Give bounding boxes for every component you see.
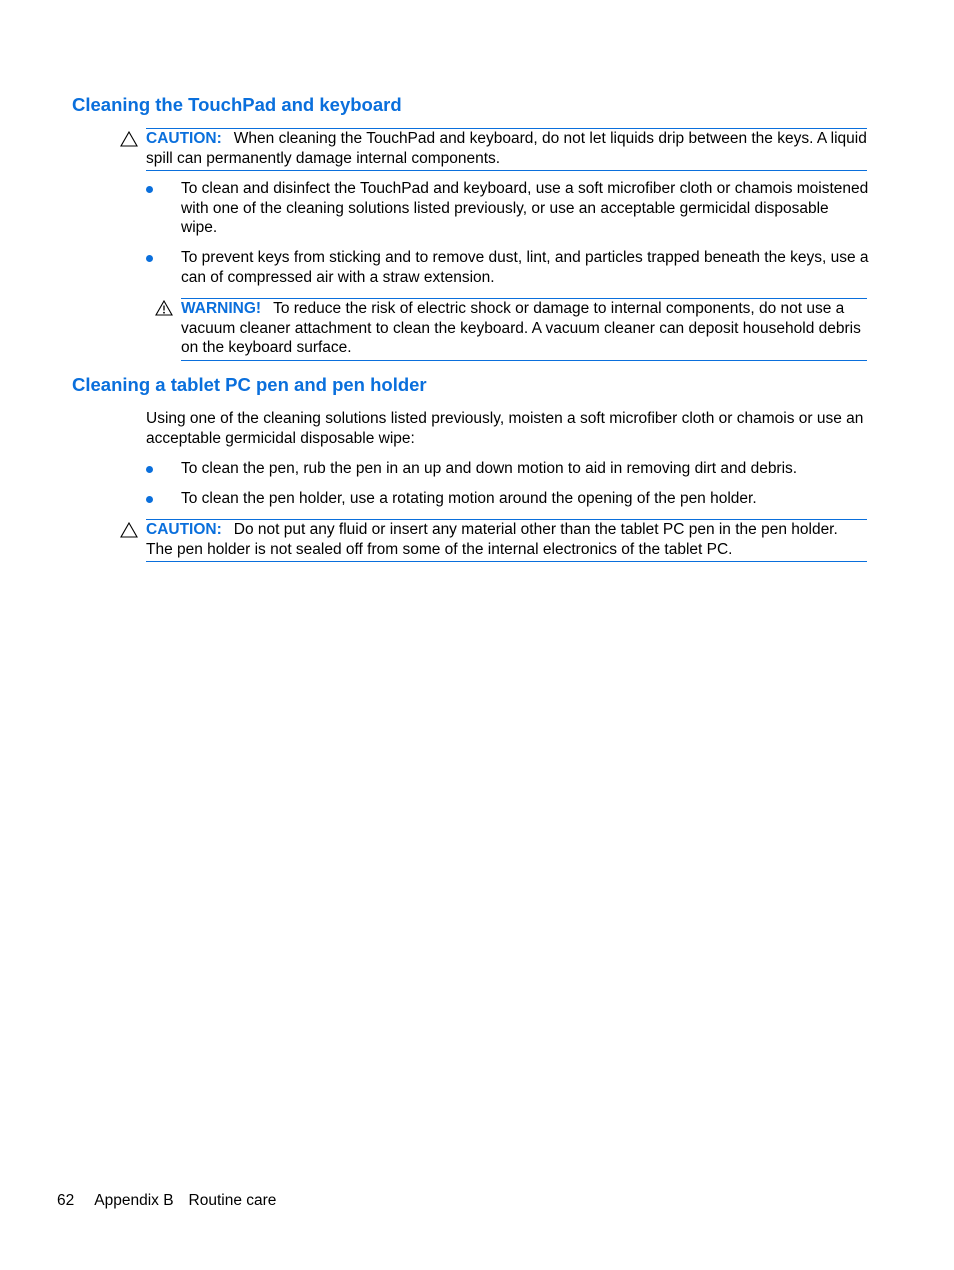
bullet-marker	[146, 255, 153, 262]
list-item: To clean and disinfect the TouchPad and keyboard, use a soft microfiber cloth or chamois moistened with one of the cleaning solutions listed previously, or use an acceptable germicidal disposable wipe.	[181, 180, 869, 236]
bullet-marker	[146, 466, 153, 473]
caution-notice-touchpad	[146, 128, 867, 171]
footer-chapter: Appendix B	[94, 1192, 174, 1209]
caution-label: CAUTION:	[146, 130, 222, 147]
page-number: 62	[57, 1192, 75, 1209]
caution-triangle-icon	[120, 522, 138, 538]
warning-label: WARNING!	[181, 300, 262, 317]
caution-label: CAUTION:	[146, 521, 222, 538]
warning-notice-vacuum	[181, 298, 867, 361]
warning-triangle-icon	[155, 300, 173, 316]
footer-title: Routine care	[188, 1192, 277, 1209]
caution-notice-pen-holder	[146, 519, 867, 562]
page-footer	[57, 1192, 276, 1210]
section-heading-touchpad-keyboard: Cleaning the TouchPad and keyboard	[72, 94, 402, 115]
bullet-marker	[146, 186, 153, 193]
list-item: To clean the pen holder, use a rotating motion around the opening of the pen holder.	[181, 490, 757, 507]
caution-triangle-icon	[120, 131, 138, 147]
caution-text: Do not put any fluid or insert any material other than the tablet PC pen in the pen holder. The pen holder is not sealed off from some of the internal electronics of the tablet PC.	[146, 521, 838, 558]
bullet-marker	[146, 496, 153, 503]
caution-text: When cleaning the TouchPad and keyboard, do not let liquids drip between the keys. A liquid spill can permanently damage internal components.	[146, 130, 867, 167]
list-item: To clean the pen, rub the pen in an up and down motion to aid in removing dirt and debris.	[181, 460, 798, 477]
list-item: To prevent keys from sticking and to remove dust, lint, and particles trapped beneath the keys, use a can of compressed air with a straw extension.	[181, 249, 869, 286]
warning-text: To reduce the risk of electric shock or damage to internal components, do not use a vacuum cleaner attachment to clean the keyboard. A vacuum cleaner can deposit household debris on the keyboard surface.	[181, 300, 861, 356]
section-heading-pen-holder: Cleaning a tablet PC pen and pen holder	[72, 374, 427, 395]
intro-paragraph: Using one of the cleaning solutions listed previously, moisten a soft microfiber cloth or chamois or use an acceptable germicidal disposable wipe:	[146, 410, 864, 447]
